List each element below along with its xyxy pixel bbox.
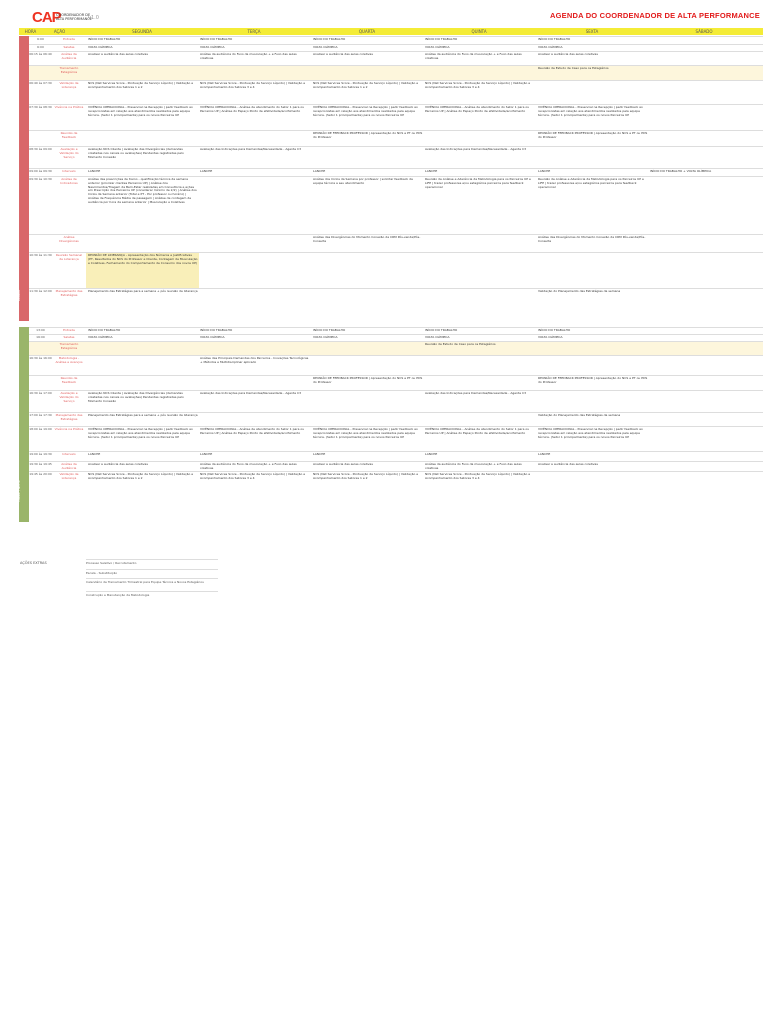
row-action: Reunião de Feedback	[60, 131, 78, 139]
row-time: 16:30 às 16:00	[29, 356, 52, 360]
morning-side-bar	[19, 36, 29, 321]
day-cell: Reunião de Análise e Aderência da Metodologia para os Parceiros UP e LIFE | trazer professores e/ou estagiários parceiros para feedback operacional	[425, 177, 531, 189]
day-cell: Planejamento das Estratégias para a semana + pós reunião de liderança	[88, 289, 198, 293]
row-action: Intervalo	[62, 169, 76, 173]
row-time: 19:30 às 19:45	[29, 462, 52, 466]
day-cell: LANCHE	[425, 452, 438, 456]
day-cell: VOLTA OLÍMPICA	[200, 45, 225, 49]
row-time: 18:00 às 19:00	[29, 427, 52, 431]
schedule-row	[29, 375, 763, 391]
day-cell: INÍCIO DO TRABALHO	[313, 328, 346, 332]
day-cell: NCS (Net Services Score - Pontuação de Serviço Líquido) | Validação e Acompanhamento dos Setores 3 e 4	[200, 81, 306, 89]
day-cell: Avaliação das Indicações para Demandas/Necessidade - Agente C3	[425, 147, 527, 151]
row-action: Treinamento Estagiários	[59, 66, 79, 74]
day-cell: VOLTA OLÍMPICA	[88, 45, 113, 49]
row-time: 09:30 às 10:30	[29, 177, 52, 181]
day-cell: Avaliação das Indicações para Demandas/Necessidade - Agente C3	[200, 147, 302, 151]
day-cell: INÍCIO DO TRABALHO	[538, 37, 571, 41]
column-header-quarta: QUARTA	[358, 29, 376, 34]
day-cell: VIVÊNCIA OPERACIONAL - Presencial na Recepção | pedir feedback ao recepcionistas em relação aos atendimentos realizados pela equipe técnica. (Setor 1 principalmente) para os novos Parceiros UP	[88, 427, 193, 439]
row-action: Validação de Liderança	[59, 81, 79, 89]
day-cell: VOLTA OLÍMPICA	[200, 335, 225, 339]
day-cell: VIVÊNCIA OPERACIONAL - Presencial na Recepção | pedir feedback ao recepcionistas em relação aos atendimentos realizados pela equipe técnica. (Setor 1 principalmente) para os novos Parceiros UP	[313, 105, 418, 117]
day-cell: Análise das prescrições de treino - qualificação técnica da semana anterior (priorizar clientes Parceiros UP) | Análise dos Nascimentos/Triagem da Bem-Estar realizadas em Consultoria e ações em Prescrição dos Parceiros UP (considerar mínimo de 2/2) | Análise dos Ciclos da Semana anterior (Total e PT - Por professor ou horário) | Análise de Frequência Média de passagem | Análise de contagem de audiência por hora da semana anterior | Musculação e Coletivas	[88, 177, 197, 204]
acoes-extras-item: Construção e Manutenção da Metodologia	[86, 591, 218, 597]
document-header	[0, 0, 768, 30]
row-action: Análise da Audiência	[61, 52, 77, 60]
day-cell: Análise da audiência do Fuxo da musculação + e Fuxo das aulas coletivas	[425, 462, 522, 470]
schedule-row	[29, 130, 763, 147]
day-cell: INÍCIO DO TRABALHO	[425, 37, 458, 41]
row-time: 07:30 às 08:30	[29, 105, 52, 109]
day-cell: REUNIÃO DE LIDERANÇA - Apresentação dos Números e Justificativas (PT, Resultados do NCS do Professor e Cliente, Contagem de Musculação e Coletivas, Fechamento do Comportamento de Consumo dos novos UP)	[88, 253, 198, 265]
column-header-acao: AÇÃO	[53, 29, 66, 34]
day-cell: INÍCIO DO TRABALHO	[313, 37, 346, 41]
schedule-row	[29, 65, 763, 81]
day-cell: Validação do Planejamento das Estratégias da semana	[538, 413, 621, 417]
row-action: Reunião de Feedback	[60, 376, 78, 384]
day-cell: Analisar a audiência das aulas coletivas	[313, 52, 373, 56]
schedule-row	[29, 80, 763, 105]
row-action: Vivência na Prática	[54, 427, 84, 431]
day-cell: Validação do Planejamento das Estratégias da semana	[538, 289, 621, 293]
day-cell: VOLTA OLÍMPICA	[88, 335, 113, 339]
row-action: Reunião Semanal de Liderança	[55, 253, 83, 261]
row-action: Saletas	[63, 335, 75, 339]
day-cell: VOLTA OLÍMPICA	[425, 335, 450, 339]
day-cell: Avaliação NCS Cliente | Avaliação das Divergências (demandas coletadas nos canais ou avaliações) Pendentes registradas pelo Momento Conexão	[88, 391, 184, 403]
day-cell: INÍCIO DO TRABALHO	[200, 328, 233, 332]
day-cell: Análise dos Ciclos da Semana por professor | solicitar feedback da equipe técnica a seu atendimento	[313, 177, 413, 185]
day-cell: LANCHE	[200, 452, 213, 456]
schedule-row	[29, 288, 763, 303]
day-cell: LANCHE	[313, 169, 326, 173]
day-cell: LANCHE	[200, 169, 213, 173]
day-cell: VIVÊNCIA OPERACIONAL - Análise de atendimento do Setor 1 para os Parceiros UP | Análise do Espaço Ponto de efetividade/acolhimento	[425, 105, 529, 113]
schedule-row	[29, 176, 763, 235]
day-cell: VIVÊNCIA OPERACIONAL - Presencial na Recepção | pedir feedback ao recepcionistas em relação aos atendimentos realizados pela equipe técnica. (Setor 1 principalmente) para os novos Parceiros UP	[538, 105, 643, 117]
acoes-extras-item: Escala - Substituição	[86, 569, 218, 575]
day-cell: INÍCIO DO TRABALHO	[425, 328, 458, 332]
column-header-sabado: SÁBADO	[695, 29, 713, 34]
day-cell: NCS (Net Services Score - Pontuação de Serviço Líquido) | Validação e Acompanhamento dos Setores 1 e 2	[313, 81, 419, 89]
row-action: Entrada	[63, 37, 75, 41]
day-cell: NCS (Net Services Score - Pontuação de Serviço Líquido) | Validação e Acompanhamento dos Setores 1 e 2	[88, 81, 194, 89]
row-time: 16:30 às 17:00	[29, 391, 52, 395]
day-cell: LANCHE	[538, 452, 551, 456]
schedule-row	[29, 252, 763, 289]
day-cell: VOLTA OLÍMPICA	[313, 45, 338, 49]
day-cell: Avaliação NCS Cliente | Avaliação das Divergências (demandas coletadas nos canais ou avaliações) Pendentes registradas pelo Momento Conexão	[88, 147, 184, 159]
day-cell: VIVÊNCIA OPERACIONAL - Presencial na Recepção | pedir feedback ao recepcionistas em relação aos atendimentos realizados pela equipe técnica. (Setor 1 principalmente) para os novos Parceiros UP	[313, 427, 418, 439]
column-header-row	[19, 28, 763, 35]
cap-logo	[32, 10, 122, 26]
afternoon-block	[0, 327, 768, 522]
row-time: 08:30 às 09:00	[29, 147, 52, 151]
day-cell: NCS (Net Services Score - Pontuação de Serviço Líquido) | Validação e Acompanhamento dos Setores 3 e 4	[200, 472, 306, 480]
day-cell: VIVÊNCIA OPERACIONAL - Análise de atendimento do Setor 1 para os Parceiros UP | Análise do Espaço Ponto de efetividade/acolhimento	[425, 427, 529, 435]
schedule-row	[29, 51, 763, 66]
row-time: 19:45 às 20:00	[29, 472, 52, 476]
day-cell: LANCHE	[88, 169, 101, 173]
row-action: Metodologia - Análise e Avanços	[55, 356, 83, 364]
row-time: 09:00 às 09:30	[29, 169, 52, 173]
row-action: Saletas	[63, 45, 75, 49]
day-cell: Analisar a audiência das aulas coletivas	[88, 52, 148, 56]
row-time: 19:00 às 19:30	[29, 452, 52, 456]
day-cell: Análise das Principais Demandas dos Parceiros - Inovações Tecnológicas + Métodos e Multidisciplinar aplicado	[200, 356, 309, 364]
row-time: 16:00	[36, 335, 45, 339]
day-cell: Análise da audiência do Fuxo da musculação + e Fuxo das aulas coletivas	[425, 52, 522, 60]
day-cell: VOLTA OLÍMPICA	[425, 45, 450, 49]
row-action: Análise de Indicadores	[60, 177, 78, 185]
column-header-sexta: SEXTA	[585, 29, 599, 34]
day-cell: REUNIÃO DE FEEDBACK PROFESSOR | Apresentação do NCS e PT ou PDS do Professor	[313, 131, 423, 139]
column-header-quinta: QUINTA	[471, 29, 487, 34]
day-cell: Reunião de Análise e Aderência da Metodologia para os Parceiros UP e LIFE | trazer professores e/ou estagiários parceiros para feedback operacional	[538, 177, 644, 189]
day-cell: NCS (Net Services Score - Pontuação de Serviço Líquido) | Validação e Acompanhamento dos Setores 1 e 2	[88, 472, 194, 480]
document-title: AGENDA DO COORDENADOR DE ALTA PERFORMANCE	[549, 11, 760, 20]
afternoon-side-bar	[19, 327, 29, 522]
day-cell: VIVÊNCIA OPERACIONAL - Análise de atendimento do Setor 1 para os Parceiros UP | Análise do Espaço Ponto de efetividade/acolhimento	[200, 105, 304, 113]
day-cell: Reunião de Estudo de Caso para os Estagiários	[425, 342, 496, 346]
day-cell: VOLTA OLÍMPICA	[313, 335, 338, 339]
row-action: Validação de Liderança	[59, 472, 79, 480]
schedule-row	[29, 146, 763, 169]
row-action: Planejamento das Estratégias	[55, 413, 83, 421]
day-cell: NCS (Net Services Score - Pontuação de Serviço Líquido) | Validação e Acompanhamento dos Setores 3 e 4	[425, 81, 531, 89]
schedule-row	[29, 234, 763, 253]
day-cell: Análise das Divergências do Momento Conexão da CRM Pós-venda/Pós-Consulta	[313, 235, 421, 243]
column-header-terca: TERÇA	[247, 29, 261, 34]
schedule-row	[29, 426, 763, 452]
schedule-row	[29, 104, 763, 131]
row-action: Treinamento Estagiários	[59, 342, 79, 350]
day-cell: INÍCIO DO TRABALHO	[88, 328, 121, 332]
schedule-row	[29, 341, 763, 356]
day-cell: Analisar a audiência das aulas coletivas	[88, 462, 148, 466]
acoes-extras-label: AÇÕES EXTRAS	[20, 561, 47, 565]
day-cell: Reunião de Estudo de Caso para os Estagiários	[538, 66, 609, 70]
day-cell: Avaliação das Indicações para Demandas/Necessidade - Agente C3	[200, 391, 302, 395]
row-action: Entrada	[63, 328, 75, 332]
day-cell: INÍCIO DO TRABALHO	[88, 37, 121, 41]
logo-version: v1.0	[88, 15, 99, 21]
row-action: Análise Divergências	[59, 235, 79, 243]
schedule-row	[29, 355, 763, 376]
row-time: 06:40 às 07:30	[29, 81, 52, 85]
day-cell: NCS (Net Services Score - Pontuação de Serviço Líquido) | Validação e Acompanhamento dos Setores 3 e 4	[425, 472, 531, 480]
acoes-extras-item: Processo Seletivo / Recrutamento	[86, 559, 218, 565]
row-time: 6:00	[37, 45, 44, 49]
day-cell: Analisar a audiência das aulas coletivas	[538, 52, 598, 56]
row-time: 06:15 às 06:40	[29, 52, 52, 56]
morning-label: MANHÃ	[17, 289, 21, 301]
row-action: Intervalo	[62, 452, 76, 456]
row-time: 10:30 às 11:30	[29, 253, 52, 257]
schedule-row	[29, 412, 763, 427]
logo-subtitle: COORDENADOR DE ALTA PERFORMANCE	[56, 13, 92, 21]
day-cell: VIVÊNCIA OPERACIONAL - Presencial na Recepção | pedir feedback ao recepcionistas em relação aos atendimentos realizados pela equipe técnica. (Setor 1 principalmente) para os novos Parceiros UP	[538, 427, 643, 439]
day-cell: INÍCIO DO TRABALHO	[200, 37, 233, 41]
day-cell: VOLTA OLÍMPICA	[538, 45, 563, 49]
schedule-row	[29, 390, 763, 413]
day-cell: Planejamento das Estratégias para a semana + pós reunião de liderança	[88, 413, 198, 417]
row-time: 6:00	[37, 37, 44, 41]
row-action: Avaliação e Validação do Serviço	[59, 147, 79, 159]
column-header-hora: HORA	[24, 29, 37, 34]
day-cell: REUNIÃO DE FEEDBACK PROFESSOR | Apresentação do NCS e PT ou PDS do Professor	[313, 376, 423, 384]
row-time: 13:00	[36, 328, 45, 332]
day-cell: Analisar a audiência das aulas coletivas	[538, 462, 598, 466]
day-cell: Analisar a audiência das aulas coletivas	[313, 462, 373, 466]
day-cell: INÍCIO DO TRABALHO + VOLTA OLÍMPICA	[650, 169, 712, 173]
schedule-row	[29, 471, 763, 488]
row-time: 17:00 às 17:30	[29, 413, 52, 417]
day-cell: NCS (Net Services Score - Pontuação de Serviço Líquido) | Validação e Acompanhamento dos Setores 1 e 2	[313, 472, 419, 480]
day-cell: VIVÊNCIA OPERACIONAL - Presencial na Recepção | pedir feedback ao recepcionistas em relação aos atendimentos realizados pela equipe técnica. (Setor 1 principalmente) para os novos Parceiros UP	[88, 105, 193, 117]
day-cell: VIVÊNCIA OPERACIONAL - Análise de atendimento do Setor 1 para os Parceiros UP | Análise do Espaço Ponto de efetividade/acolhimento	[200, 427, 304, 435]
day-cell: LANCHE	[425, 169, 438, 173]
day-cell: Análise das Divergências do Momento Conexão da CRM Pós-venda/Pós-Consulta	[538, 235, 646, 243]
day-cell: INÍCIO DO TRABALHO	[538, 328, 571, 332]
day-cell: REUNIÃO DE FEEDBACK PROFESSOR | Apresentação do NCS e PT ou PDS do Professor	[538, 376, 648, 384]
day-cell: REUNIÃO DE FEEDBACK PROFESSOR | Apresentação do NCS e PT ou PDS do Professor	[538, 131, 648, 139]
day-cell: Análise da audiência do Fuxo da musculação + e Fuxo das aulas coletivas	[200, 52, 297, 60]
logo-mark: CAP	[32, 9, 61, 26]
row-time: 11:30 às 12:00	[29, 289, 52, 293]
afternoon-label: TARDE / NOITE	[17, 479, 21, 502]
day-cell: VOLTA OLÍMPICA	[538, 335, 563, 339]
column-header-segunda: SEGUNDA	[132, 29, 152, 34]
row-action: Análise da Audiência	[61, 462, 77, 470]
day-cell: LANCHE	[88, 452, 101, 456]
day-cell: LANCHE	[538, 169, 551, 173]
morning-block	[0, 36, 768, 321]
acoes-extras-item: Calendário de Treinamento Trimestral para Equipe Técnica e Novos Estagiários	[86, 578, 218, 584]
row-action: Vivência na Prática	[54, 105, 84, 109]
row-action: Avaliação e Validação do Serviço	[59, 391, 79, 403]
day-cell: LANCHE	[313, 452, 326, 456]
day-cell: Análise da audiência do Fuxo da musculação + e Fuxo das aulas coletivas	[200, 462, 297, 470]
row-action: Planejamento das Estratégias	[55, 289, 83, 297]
day-cell: Avaliação das Indicações para Demandas/Necessidade - Agente C3	[425, 391, 527, 395]
